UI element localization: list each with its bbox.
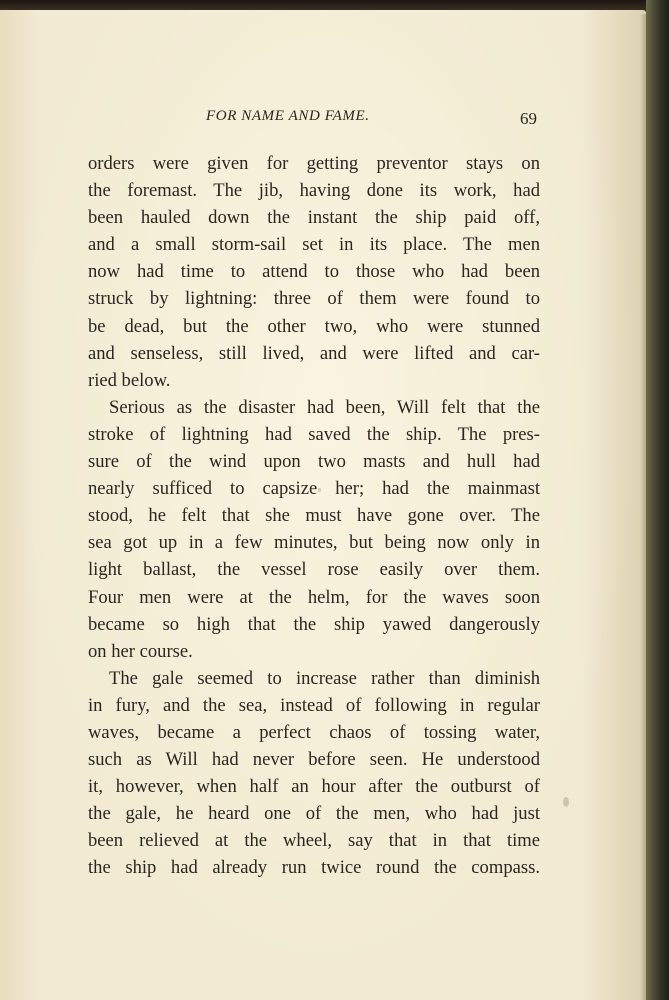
paragraph-first-line: Serious as the disaster had been, Will felt that the	[109, 396, 540, 418]
text-line: such as Will had never before seen. He understood	[88, 749, 540, 771]
text-line: in fury, and the sea, instead of following in regular	[88, 694, 540, 716]
page-number: 69	[520, 109, 537, 128]
text-line: been relieved at the wheel, say that in that time	[88, 830, 540, 852]
text-line: light ballast, the vessel rose easily over them.	[88, 559, 540, 581]
text-line: the ship had already run twice round the compass.	[88, 857, 540, 879]
text-line: waves, became a perfect chaos of tossing water,	[88, 721, 540, 743]
text-line: been hauled down the instant the ship paid off,	[88, 207, 540, 229]
text-line: orders were given for getting preventor stays on	[88, 153, 540, 174]
text-line: it, however, when half an hour after the outburst of	[88, 776, 540, 798]
text-line: ried below.	[88, 369, 171, 391]
page-header	[0, 108, 646, 132]
text-line: Four men were at the helm, for the waves soon	[88, 586, 540, 608]
text-line: stroke of lightning had saved the ship. The pres-	[88, 423, 540, 445]
text-line: and senseless, still lived, and were lifted and car-	[88, 342, 540, 364]
running-title: FOR NAME AND FAME.	[206, 108, 370, 124]
text-line: be dead, but the other two, who were stunned	[88, 315, 540, 337]
paper-speck	[563, 797, 569, 807]
paragraph-first-line: The gale seemed to increase rather than diminish	[109, 667, 540, 689]
text-line: nearly sufficed to capsize her; had the mainmast	[88, 478, 540, 500]
book-binding	[646, 0, 669, 1000]
text-line: the gale, he heard one of the men, who had just	[88, 803, 540, 825]
text-line: on her course.	[88, 640, 193, 662]
body-text	[88, 150, 540, 882]
text-line: and a small storm-sail set in its place. The men	[88, 234, 540, 256]
text-line: the foremast. The jib, having done its work, had	[88, 180, 540, 202]
text-line: struck by lightning: three of them were found to	[88, 288, 540, 310]
text-line: now had time to attend to those who had been	[88, 261, 540, 283]
text-line: became so high that the ship yawed dangerously	[88, 613, 540, 635]
text-line: stood, he felt that she must have gone over. The	[88, 505, 540, 527]
text-line: sure of the wind upon two masts and hull had	[88, 451, 540, 473]
text-line: sea got up in a few minutes, but being now only in	[88, 532, 540, 554]
